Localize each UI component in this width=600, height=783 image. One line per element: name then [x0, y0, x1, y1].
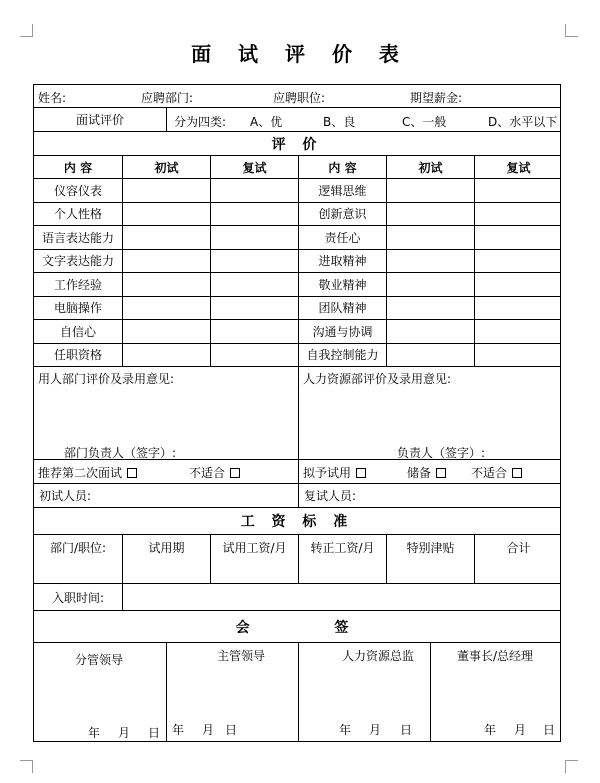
salary-header: 工 资 标 准: [240, 514, 354, 530]
hr-opinion-label: 人力资源部评价及录用意见:: [303, 372, 452, 386]
sign-year: 年: [484, 723, 497, 737]
score-cell[interactable]: [123, 203, 211, 226]
content-header-right: 内 容: [299, 156, 387, 178]
score-cell[interactable]: [123, 273, 211, 296]
decision-row: [34, 460, 560, 484]
score-cell[interactable]: [211, 344, 299, 367]
unsuitable-label-2: 不适合: [471, 466, 508, 480]
score-cell[interactable]: [123, 297, 211, 320]
salary-col-total[interactable]: 合计: [506, 541, 531, 555]
sign-month: 月: [202, 723, 215, 737]
applicant-info-row: [34, 85, 560, 108]
grade-b: B、良: [323, 115, 356, 129]
score-cell[interactable]: [475, 320, 562, 343]
position-field[interactable]: 应聘职位:: [273, 91, 326, 105]
criteria-label: 工作经验: [34, 273, 123, 296]
sign-day: 日: [543, 723, 556, 737]
reserve-option[interactable]: [407, 464, 446, 481]
signer-label: 人力资源总监: [342, 649, 415, 663]
criteria-label: 敬业精神: [299, 273, 387, 296]
interviewers-row: [34, 484, 560, 508]
criteria-label: 责任心: [299, 226, 387, 249]
hr-opinion-cell[interactable]: [299, 367, 562, 459]
recommend-second-label: 推荐第二次面试: [38, 466, 123, 480]
criteria-label: 自我控制能力: [299, 344, 387, 367]
hire-trial-checkbox[interactable]: [356, 468, 366, 478]
criteria-row: [34, 250, 560, 274]
name-field[interactable]: 姓名:: [38, 91, 67, 105]
salary-col-trial-pay[interactable]: 试用工资/月: [211, 535, 299, 583]
second-interview-header-left: 复试: [211, 156, 299, 178]
countersign-row: [34, 643, 560, 742]
sign-year: 年: [339, 723, 352, 737]
score-cell[interactable]: [475, 344, 562, 367]
score-cell[interactable]: [387, 179, 475, 202]
score-cell[interactable]: [475, 179, 562, 202]
dept-sign-label: 部门负责人（签字）:: [64, 446, 177, 460]
grade-a: A、优: [250, 115, 283, 129]
score-cell[interactable]: [211, 297, 299, 320]
evaluation-header-row: [34, 132, 560, 156]
evaluation-header: 评 价: [271, 136, 323, 153]
score-cell[interactable]: [475, 297, 562, 320]
criteria-label: 仪容仪表: [34, 179, 123, 202]
unsuitable-label: 不适合: [189, 466, 226, 480]
score-cell[interactable]: [475, 203, 562, 226]
score-cell[interactable]: [123, 250, 211, 273]
unsuitable-checkbox[interactable]: [230, 468, 240, 478]
sign-year: 年: [88, 726, 101, 740]
signer-cell[interactable]: [299, 643, 431, 742]
score-cell[interactable]: [387, 297, 475, 320]
signer-cell[interactable]: [34, 643, 167, 742]
criteria-row: [34, 320, 560, 344]
opinion-row: [34, 367, 560, 460]
reserve-checkbox[interactable]: [436, 468, 446, 478]
column-header-row: [34, 156, 560, 179]
score-cell[interactable]: [387, 273, 475, 296]
criteria-row: [34, 203, 560, 227]
score-cell[interactable]: [123, 320, 211, 343]
criteria-label: 创新意识: [299, 203, 387, 226]
dept-opinion-label: 用人部门评价及录用意见:: [38, 372, 175, 386]
score-cell[interactable]: [387, 250, 475, 273]
countersign-header-row: [34, 611, 560, 643]
score-cell[interactable]: [211, 320, 299, 343]
criteria-label: 沟通与协调: [299, 320, 387, 343]
score-cell[interactable]: [211, 226, 299, 249]
scale-label: 分为四类:: [174, 115, 227, 129]
sign-month: 月: [514, 723, 527, 737]
score-cell[interactable]: [123, 226, 211, 249]
crop-mark-bottom-right: [565, 760, 578, 773]
score-cell[interactable]: [387, 344, 475, 367]
recommend-second-option[interactable]: [38, 464, 137, 481]
reserve-label: 储备: [407, 466, 432, 480]
decision-left-cell: [34, 460, 299, 483]
criteria-row: [34, 226, 560, 250]
criteria-label: 进取精神: [299, 250, 387, 273]
signer-label: 董事长/总经理: [457, 649, 534, 663]
sign-day: 日: [400, 723, 413, 737]
criteria-label: 自信心: [34, 320, 123, 343]
grade-d: D、水平以下: [488, 115, 558, 129]
hire-trial-label: 拟予试用: [303, 466, 352, 480]
criteria-row: [34, 344, 560, 368]
criteria-label: 语言表达能力: [34, 226, 123, 249]
score-cell[interactable]: [123, 179, 211, 202]
score-cell[interactable]: [387, 226, 475, 249]
countersign-header: 会 签: [235, 619, 389, 636]
grade-c: C、一般: [402, 115, 447, 129]
rating-scale-row: [34, 108, 560, 132]
entry-time-row: [34, 584, 560, 611]
score-cell[interactable]: [387, 203, 475, 226]
dept-field[interactable]: 应聘部门:: [141, 91, 194, 105]
content-header-left: 内 容: [34, 156, 123, 178]
signer-cell[interactable]: [167, 643, 299, 742]
crop-mark-top-right: [565, 24, 578, 37]
hr-sign-label: 负责人（签字）:: [397, 446, 486, 460]
entry-time-input[interactable]: [123, 584, 562, 610]
crop-mark-top-left: [20, 24, 33, 37]
criteria-row: [34, 297, 560, 321]
salary-col-dept[interactable]: 部门/职位:: [34, 535, 123, 583]
sign-year: 年: [172, 723, 185, 737]
criteria-label: 个人性格: [34, 203, 123, 226]
entry-time-label: 入职时间:: [34, 584, 123, 610]
criteria-label: 文字表达能力: [34, 250, 123, 273]
evaluation-label: 面试评价: [34, 108, 167, 131]
second-interview-header-right: 复试: [506, 160, 531, 175]
decision-right-cell: [299, 460, 562, 483]
unsuitable-checkbox-2[interactable]: [512, 468, 522, 478]
score-cell[interactable]: [475, 250, 562, 273]
score-cell[interactable]: [123, 344, 211, 367]
score-cell[interactable]: [211, 250, 299, 273]
criteria-row: [34, 179, 560, 203]
salary-header-row: [34, 508, 560, 535]
sign-month: 月: [369, 723, 382, 737]
first-interview-header-left: 初试: [123, 156, 211, 178]
criteria-label: 电脑操作: [34, 297, 123, 320]
criteria-label: 任职资格: [34, 344, 123, 367]
criteria-row: [34, 273, 560, 297]
score-cell[interactable]: [387, 320, 475, 343]
crop-mark-bottom-left: [20, 760, 33, 773]
interview-evaluation-form: [33, 84, 561, 742]
score-cell[interactable]: [211, 179, 299, 202]
first-interviewer-field[interactable]: 初试人员:: [34, 484, 299, 507]
unsuitable-option[interactable]: [189, 464, 240, 481]
salary-field[interactable]: 期望薪金:: [410, 91, 463, 105]
salary-table-row: [34, 535, 560, 584]
signer-label: 主管领导: [217, 649, 266, 663]
dept-opinion-cell[interactable]: [34, 367, 299, 459]
score-cell[interactable]: [475, 273, 562, 296]
sign-day: 日: [225, 723, 238, 737]
hire-trial-option[interactable]: [303, 464, 366, 481]
score-cell[interactable]: [475, 226, 562, 249]
recommend-second-checkbox[interactable]: [127, 468, 137, 478]
second-interviewer-field[interactable]: 复试人员:: [304, 489, 357, 503]
score-cell[interactable]: [211, 203, 299, 226]
signer-label: 分管领导: [75, 653, 124, 667]
salary-col-regular-pay[interactable]: 转正工资/月: [299, 535, 387, 583]
criteria-label: 逻辑思维: [299, 179, 387, 202]
page-title: 面 试 评 价 表: [191, 42, 409, 66]
salary-col-probation[interactable]: 试用期: [123, 535, 211, 583]
salary-col-allowance[interactable]: 特别津贴: [387, 535, 475, 583]
criteria-label: 团队精神: [299, 297, 387, 320]
unsuitable-option-2[interactable]: [471, 464, 522, 481]
score-cell[interactable]: [211, 273, 299, 296]
first-interview-header-right: 初试: [387, 156, 475, 178]
sign-day: 日: [148, 726, 161, 740]
sign-month: 月: [118, 726, 131, 740]
signer-cell[interactable]: [431, 643, 562, 742]
